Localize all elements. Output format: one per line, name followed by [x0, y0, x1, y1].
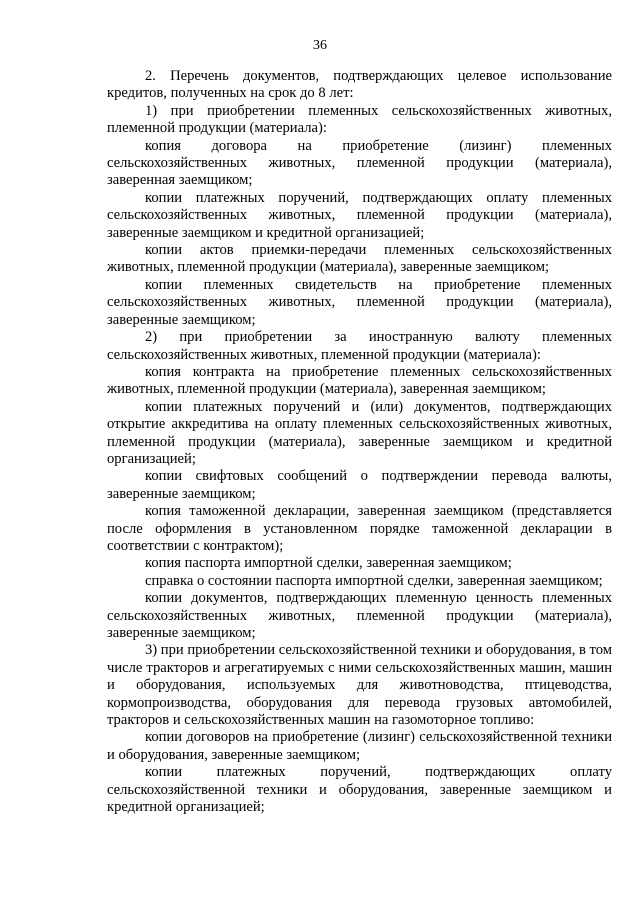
- paragraph-customs-declaration: копия таможенной декларации, заверенная заемщиком (представляется после оформления в установленном порядке таможенной декларации в соответствии с контрактом);: [107, 503, 612, 554]
- paragraph-documents-list-heading: 2. Перечень документов, подтверждающих целевое использование кредитов, полученных на срок до 8 лет:: [107, 68, 612, 102]
- paragraph-import-passport: копия паспорта импортной сделки, заверенная заемщиком;: [145, 555, 512, 572]
- paragraph-import-passport-status: справка о состоянии паспорта импортной сделки, заверенная заемщиком;: [145, 572, 603, 589]
- paragraph-equipment-payment-orders: копии платежных поручений, подтверждающих оплату сельскохозяйственной техники и оборудования, заверенные заемщиком и кредитной организацией;: [107, 764, 612, 816]
- paragraph-equipment-contracts: копии договоров на приобретение (лизинг) сельскохозяйственной техники и оборудования, заверенные заемщиком;: [107, 729, 612, 763]
- paragraph-item-3-heading: 3) при приобретении сельскохозяйственной техники и оборудования, в том числе тракторов и агрегатируемых с ними сельскохозяйственных машин, машин и оборудования, используемых для животноводства, птицеводства, кормопроизводства, оборудования для перевода грузовых автомобилей, тракторов и сельскохозяйственных машин на газомоторное топливо:: [107, 642, 612, 729]
- paragraph-payment-orders: копии платежных поручений, подтверждающих оплату племенных сельскохозяйственных животных, племенной продукции (материала), заверенные заемщиком и кредитной организацией;: [107, 189, 612, 241]
- paragraph-item-1-heading: 1) при приобретении племенных сельскохозяйственных животных, племенной продукции (материала):: [107, 102, 612, 137]
- paragraph-breeding-certificates: копии племенных свидетельств на приобретение племенных сельскохозяйственных животных, племенной продукции (материала), заверенные заемщиком;: [107, 276, 612, 328]
- paragraph-breeding-value-docs: копии документов, подтверждающих племенную ценность племенных сельскохозяйственных животных, племенной продукции (материала), заверенные заемщиком;: [107, 590, 612, 641]
- page-number: 36: [313, 38, 327, 53]
- document-body: [107, 68, 612, 816]
- paragraph-acceptance-acts: копии актов приемки-передачи племенных сельскохозяйственных животных, племенной продукции (материала), заверенные заемщиком;: [107, 242, 612, 276]
- paragraph-contract-copy: копия договора на приобретение (лизинг) племенных сельскохозяйственных животных, племенной продукции (материала), заверенная заемщиком;: [107, 137, 612, 189]
- paragraph-item-2-heading: 2) при приобретении за иностранную валюту племенных сельскохозяйственных животных, племенной продукции (материала):: [107, 329, 612, 363]
- paragraph-swift-messages: копии свифтовых сообщений о подтверждении перевода валюты, заверенные заемщиком;: [107, 468, 612, 502]
- paragraph-foreign-contract: копия контракта на приобретение племенных сельскохозяйственных животных, племенной продукции (материала), заверенная заемщиком;: [107, 363, 612, 398]
- paragraph-letter-of-credit: копии платежных поручений и (или) документов, подтверждающих открытие аккредитива на оплату племенных сельскохозяйственных животных, племенной продукции (материала), заверенные заемщиком и кредитной организацией;: [107, 398, 612, 467]
